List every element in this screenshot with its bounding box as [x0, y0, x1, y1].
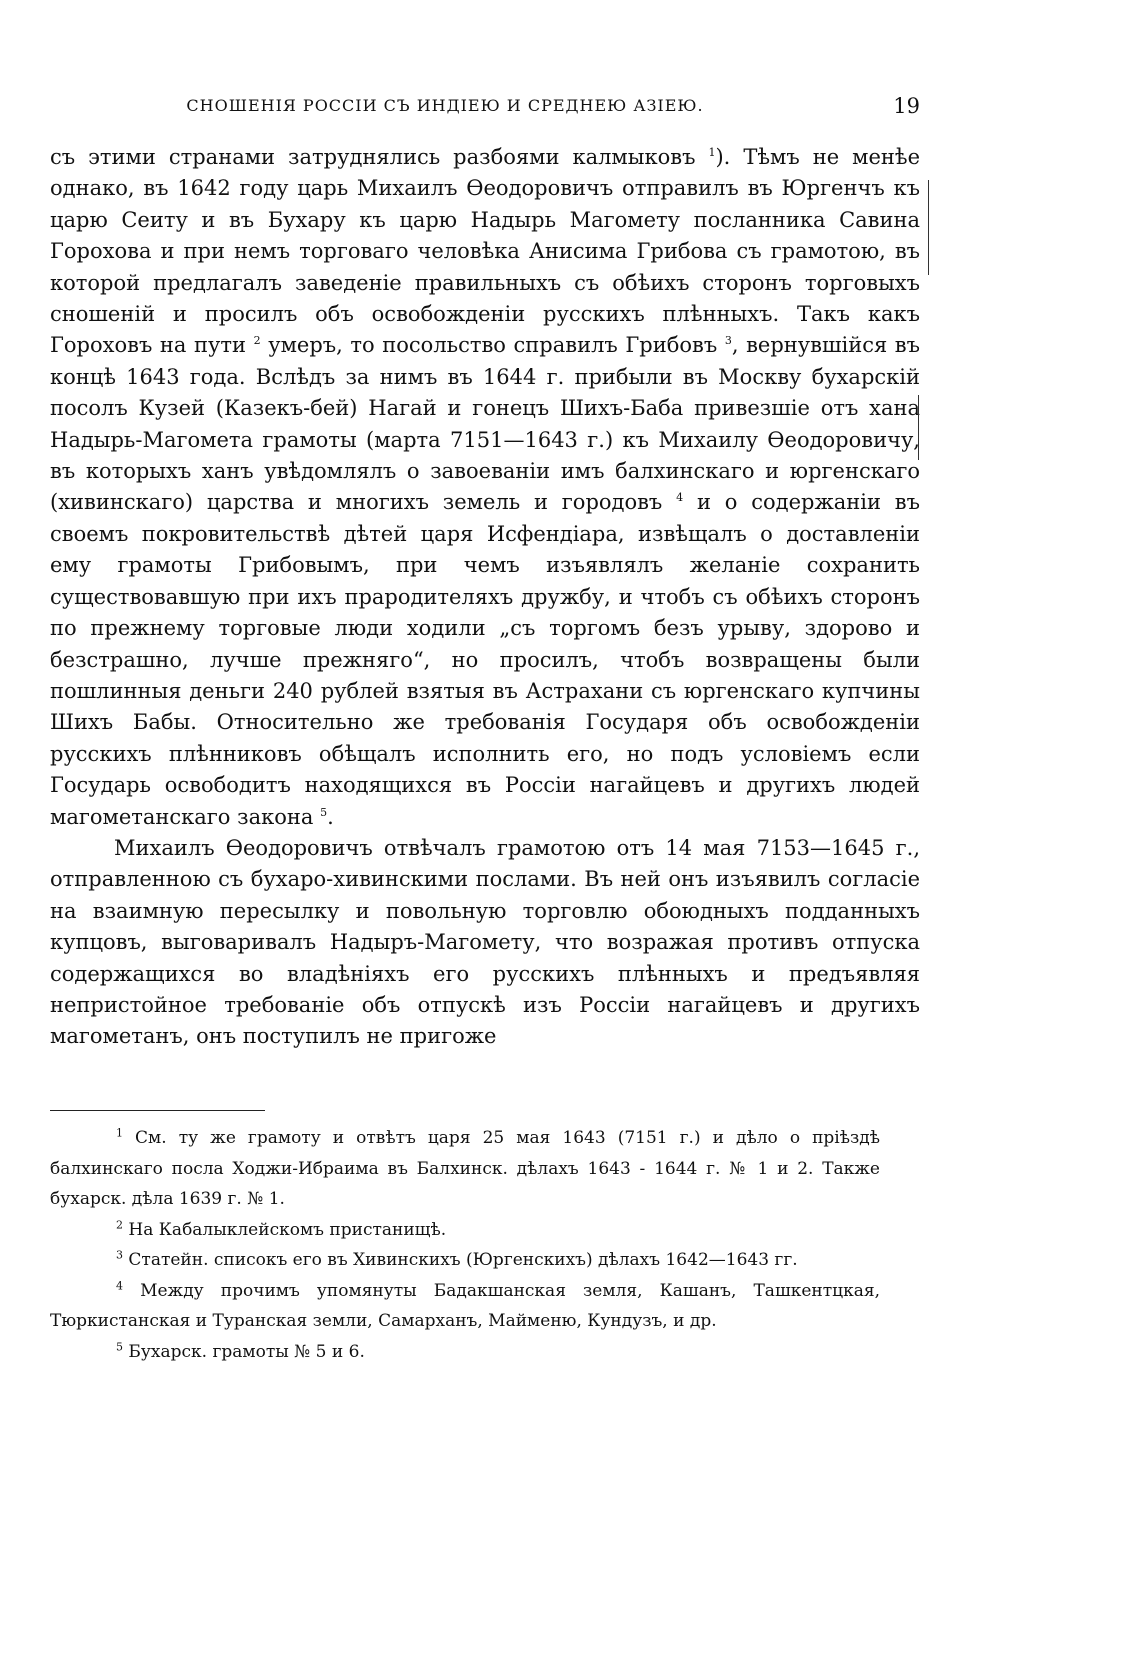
margin-mark	[928, 180, 929, 275]
footnote-text: Между прочимъ упомянуты Бадакшанская земля, Кашанъ, Ташкентцкая, Тюркистанская и Туранская земли, Самарханъ, Майменю, Кундузъ, и др.	[50, 1280, 880, 1331]
footnote-reference: 2	[253, 334, 261, 348]
footnote-reference: 3	[724, 334, 732, 348]
text-segment: , вернувшійся въ концѣ 1643 года. Вслѣдъ за нимъ въ 1644 г. прибыли въ Москву бухарскій посолъ Кузей (Казекъ-бей) Нагай и гонецъ Шихъ-Баба привезшіе отъ хана Надырь-Магомета грамоты (марта 7151—1643 г.) къ Михаилу Ѳеодоровичу, въ которыхъ ханъ увѣдомлялъ о завоеваніи имъ балхинскаго и юргенскаго (хивинскаго) царства и многихъ земель и городовъ	[50, 333, 920, 515]
footnote-marker: 3	[116, 1248, 123, 1262]
text-segment: Михаилъ Ѳеодоровичъ отвѣчалъ грамотою отъ 14 мая 7153—1645 г., отправленною съ бухаро-хивинскими послами. Въ ней онъ изъявилъ согласіе на взаимную пересылку и повольную торговлю обоюдныхъ подданныхъ купцовъ, выговаривалъ Надыръ-Магомету, что возражая противъ отпуска содержащихся во владѣніяхъ его русскихъ плѣнныхъ и предъявляя непристойное требованіе объ отпускѣ изъ Россіи нагайцевъ и другихъ магометанъ, онъ поступилъ не пригоже	[50, 835, 920, 1049]
footnote-text: Статейн. списокъ его въ Хивинскихъ (Юргенскихъ) дѣлахъ 1642—1643 гг.	[128, 1250, 798, 1270]
body-text	[50, 142, 920, 1053]
footnote	[50, 1123, 880, 1215]
margin-mark	[918, 395, 919, 460]
page-header	[50, 96, 920, 120]
footnote-text: Бухарск. грамоты № 5 и 6.	[128, 1341, 365, 1362]
footnote-separator	[50, 1110, 265, 1111]
footnotes	[50, 1123, 880, 1367]
footnote-reference: 5	[320, 805, 328, 819]
footnote-marker: 2	[116, 1217, 123, 1231]
footnote	[50, 1215, 880, 1246]
footnote-reference: 1	[708, 146, 716, 159]
footnote	[50, 1245, 880, 1276]
page-number: 19	[893, 94, 920, 118]
text-segment: ). Тѣмъ не менѣе однако, въ 1642 году царь Михаилъ Ѳеодоровичъ отправилъ въ Юргенчъ къ царю Сеиту и въ Бухару къ царю Надырь Магомету посланника Савина Горохова и при немъ торговаго человѣка Анисима Грибова съ грамотою, въ которой предлагалъ заведеніе правильныхъ съ обѣихъ сторонъ торговыхъ сношеній и просилъ объ освобожденіи русскихъ плѣнныхъ. Такъ какъ Гороховъ на пути	[50, 145, 920, 358]
footnote-text: На Кабалыклейскомъ пристанищѣ.	[128, 1219, 447, 1240]
text-segment: .	[327, 804, 334, 829]
footnote-reference: 4	[676, 491, 684, 505]
footnote	[50, 1337, 880, 1368]
paragraph	[50, 833, 920, 1053]
text-segment: умеръ, то посольство справилъ Грибовъ	[260, 333, 725, 358]
footnote	[50, 1276, 880, 1337]
text-segment: съ этими странами затруднялись разбоями калмыковъ	[50, 145, 709, 169]
running-head: СНОШЕНІЯ РОССІИ СЪ ИНДІЕЮ И СРЕДНЕЮ АЗІЕЮ.	[186, 96, 704, 115]
footnote-text: См. ту же грамоту и отвѣтъ царя 25 мая 1643 (7151 г.) и дѣло о пріѣздѣ балхинскаго посла Ходжи-Ибраима въ Балхинск. дѣлахъ 1643 - 1644 г. № 1 и 2. Также бухарск. дѣла 1639 г. № 1.	[50, 1128, 880, 1209]
footnote-marker: 1	[116, 1126, 123, 1140]
footnote-marker: 4	[116, 1278, 123, 1292]
text-segment: и о содержаніи въ своемъ покровительствѣ дѣтей царя Исфендіара, извѣщалъ о доставленіи ему грамоты Грибовымъ, при чемъ изъявлялъ желаніе сохранить существовавшую при ихъ прародителяхъ дружбу, и чтобъ съ обѣихъ сторонъ по прежнему торговые люди ходили „съ торгомъ безъ урыву, здорово и безстрашно, лучше прежняго“, но просилъ, чтобъ возвращены были пошлинныя деньги 240 рублей взятыя въ Астрахани съ юргенскаго купчины Шихъ Бабы. Относительно же требованія Государя объ освобожденіи русскихъ плѣнниковъ обѣщалъ исполнить его, но подъ условіемъ если Государь освободитъ находящихся въ Россіи нагайцевъ и другихъ людей магометанскаго закона	[50, 490, 920, 829]
paragraph	[50, 142, 920, 833]
footnote-marker: 5	[116, 1339, 123, 1353]
